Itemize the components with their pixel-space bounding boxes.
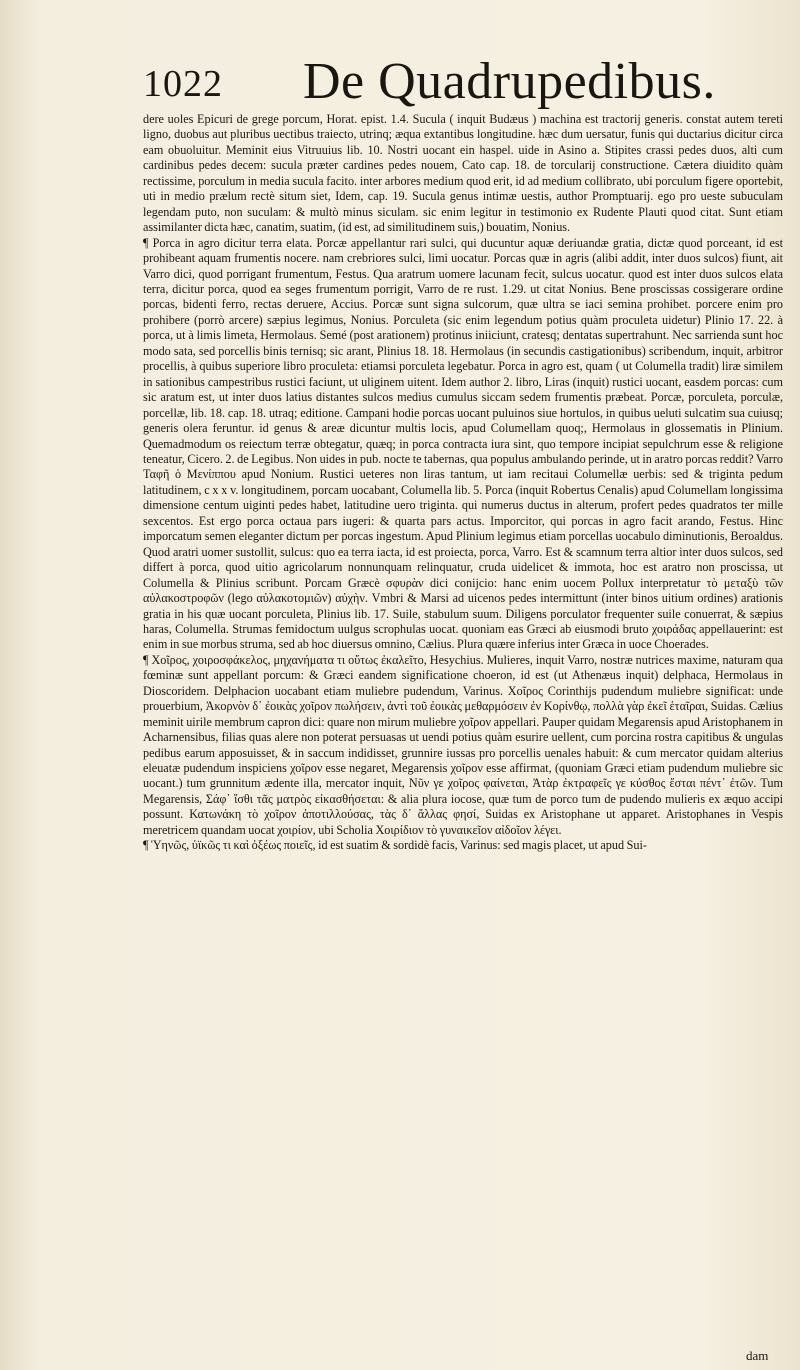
body-text [143,112,783,854]
page-number: 1022 [143,63,223,105]
paragraph-hyenos: ¶ Ὑηνῶς, ὑϊκῶς τι καὶ ὀξέως ποιεῖς, id est suatim & sordidè facis, Varinus: sed magis placet, ut apud Sui- [143,838,647,853]
running-title: De Quadrupedibus. [303,53,716,110]
paragraph-sucula: dere uoles Epicuri de grege porcum, Horat. epist. 1.4. Sucula ( inquit Budæus ) machina est tractorij generis. constat autem tereti ligno, duobus aut pluribus uectibus traiecto, utrinq; æqua extantibus longitudine. hæc dum uersatur, funis qui ductarius dicitur circa eam obuoluitur. Meminit eius Vitruuius lib. 10. Nostri uocant ein haspel. uide in Asino a. Stipites crassi pedes duos, alti cum cardinibus pedes decem: sucula præter cardines pedes nouem, Cato cap. 18. de torcularij constructione. Cætera diuidito quàm rectissime, porculum in media sucula facito. inter arbores medium quod erit, id ad medium collibrato, ubi porculum figere oportebit, uti in medio prælum rectè situm siet, Idem, cap. 19. Sucula genus intimæ uestis, author Promptuarij. ego pro ueste subuculam legendam puto, non suculam: & multò minus siculam. sic enim legitur in testimonio ex Rudente Plauti quod citat. Sunt etiam assimilanter dicta hæc, canatim, suatim, (id est, ad similitudinem suis,) bouatim, Nonius. [143,112,783,235]
paragraph-porca: ¶ Porca in agro dicitur terra elata. Porcæ appellantur rari sulci, qui ducuntur aquæ deriuandæ gratia, dictæ quod porceant, id est prohibeant aquam frumentis nocere. nam crebriores sulci, limi uocatur. Porcas quæ in agris (alibi addit, inter duos sulcos) fiunt, ait Varro dici, quod porrigant frumentum, Festus. Qua aratrum uomere lacunam fecit, sulcus uocatur. quod est inter duos sulcos elata terra, dicitur porca, quod ea seges frumentum porrigit, Varro de re rust. 1.29. ut citat Nonius. Bene proscissas cossigerare ordine porcas, bidenti ferro, rectas deruere, Accius. Porcæ sunt signa sulcorum, quæ ultra se iaci semina prohibet. porcere enim pro prohibere (porrò arcere) sæpius legimus, Nonius. Porculeta (sic enim legendum potius quàm proculeta uidetur) Plinio 17. 22. à porca, ut à limis limeta, Hermolaus. Semé (post arationem) protinus iniiciunt, cratesq; dentatas supertrahunt. Nec sarrienda sunt hoc modo sata, sed porcellis binis ternisq; sic arant, Plinius 18. 18. Hermolaus (in secundis castigationibus) scribendum, inquit, arbitror procellis, à quibus superiore libro proculeta: etiamsi porculeta legebatur. Porca in agro est, quam ( ut Columella tradit) liræ similem in sationibus campestribus rustici faciunt, ut uliginem uitent. Idem author 2. libro, Liras (inquit) rustici uocant, easdem porcas: cum sic aratum est, ut inter duos latius distantes sulcos medius cumulus siccam sedem frumentis præbeat. Porcæ, porculeta, porculæ, porcellæ, lib. 18. cap. 18. utraq; editione. Campani hodie porcas uocant puluinos siue hortulos, in quibus ueluti sulcatim sua cuiusq; generis olera feruntur. id genus & areæ dicuntur multis locis, apud Columellam quoq;, Hermolaus in glossematis in Plinium. Quemadmodum os reiectum terræ obtegatur, quæq; in porca contracta iura sint, quo tempore incipiat sepulchrum esse & religione teneatur, Cicero. 2. de Legibus. Non uides in pub. nocte te tabernas, qua populus ambulando perinde, ut in aratro porcas reddit? Varro Ταφῆ ὁ Μενίππου apud Nonium. Rustici ueteres non liras tantum, ut iam recitaui Columellæ uerbis: sed & triginta pedum latitudinem, c x x v. longitudinem, porcam uocabant, Columella lib. 5. Porca (inquit Robertus Cenalis) apud Columellam longissima dimensione centum uiginti pedes habet, latitudine uero triginta. qui numerus ductus in alterum, profert pedes quadratos ter mille sexcentos. Est ergo porca octaua pars iugeri: & quarta pars actus. Imporcitor, qui porcas in agro facit arando, Festus. Hinc imporcatum semen eleganter dictum per porcas ingestum. Apud Plinium legimus etiam porcellas uocabulo diminutionis, Beroaldus. Quod aratri uomer sustollit, sulcus: quo ea terra iacta, id est proiecta, porca, Varro. Est & scamnum terra altior inter duos sulcos, sed differt à porca, quod uitio agricolarum nonnunquam relinquatur, cruda uidelicet & immota, hoc est aratro non proscissa, ut Columella & Plinius scribunt. Porcam Græcè σφυρὰν dici conijcio: hanc enim uocem Pollux interpretatur τὸ μεταξὺ τῶν αὐλακοστροφῶν (lego αὐλακοτομιῶν) αὐχὴν. Vmbri & Marsi ad uicenos pedes intermittunt (inter binos uitium ordines) arationis gratia in his quæ uocant porculeta, Plinius lib. 17. Suile, stabulum suum. Diligens porculator frequenter suile conuerrat, & sæpius haras, Columella. Strumas femidoctum uulgus scrophulas uocat. quoniam eas Græci ab eiusmodi bruto χοιράδας appellauerint: est enim in sue morbus struma, sed ab hoc diuersus omnino, Cælius. Plura quære inferius inter Græca in uoce Choerades. [143,235,783,652]
page-header [143,52,763,112]
paragraph-choiros: ¶ Χοῖρος, χοιροσφάκελος, μηχανήματα τι οὕτως ἐκαλεῖτο, Hesychius. Mulieres, inquit Varro, nostræ nutrices maxime, naturam qua fœminæ sunt appellant porcum: & Græci eandem significatione choeron, id est (ut Athenæus inquit) delphaca, Hermolaus in Dioscoridem. Delphacion uocabant etiam muliebre pudendum, Varinus. Χοῖρος Corinthijs pudendum muliebre significat: unde prouerbium, Ἀκορνὸν δ᾽ ἐοικὰς χοῖρον πωλήσειν, ἀντὶ τοῦ ἐοικὰς μεθαρμόσειν ἐν Κορίνθῳ, πολλὰ γὰρ ἐκεῖ ἑταῖραι, Suidas. Cælius meminit uirile membrum capron dici: quare non mirum muliebre χοῖρον appellari. Pauper quidam Megarensis apud Aristophanem in Acharnensibus, filias quas alere non poterat persuasas ut uendi potius quàm esurire uellent, cum porcina rostra capitibus & ungulas pedibus earum apposuisset, & in saccum indidisset, grunnire iussas pro porcellis uenales habuit: & cum mercator quidam alterius eleuatæ pudendum inspiciens χοῖρον esse negaret, Megarensis χοῖρον esse affirmat, (quoniam Græci etiam pudendum muliebre sic uocant.) tum grunnitum ædente illa, mercator inquit, Νῦν γε χοῖρος φαίνεται, Ἀτὰρ ἐκτραφεῖς γε κύσθος ἔσται πέντ᾽ ἐτῶν. Tum Megarensis, Σάφ᾽ ἴσθι τᾶς ματρὸς εἰκασθήσεται: & alia plura iocose, quæ tum de porco tum de pudendo mulieris ex æquo accipi possunt. Κατωνάκη τὸ χοῖρον ἀποτιλλούσας, τὰς δ᾽ ἄλλας φησί, Suidas ex Aristophane ut apparet. Aristophanes in Vespis meretricem quandam uocat χοιρίον, ubi Scholia Χοιρίδιον τὸ γυναικεῖον αἰδοῖον λέγει. [143,652,783,837]
catchword: dam [746,1348,769,1363]
